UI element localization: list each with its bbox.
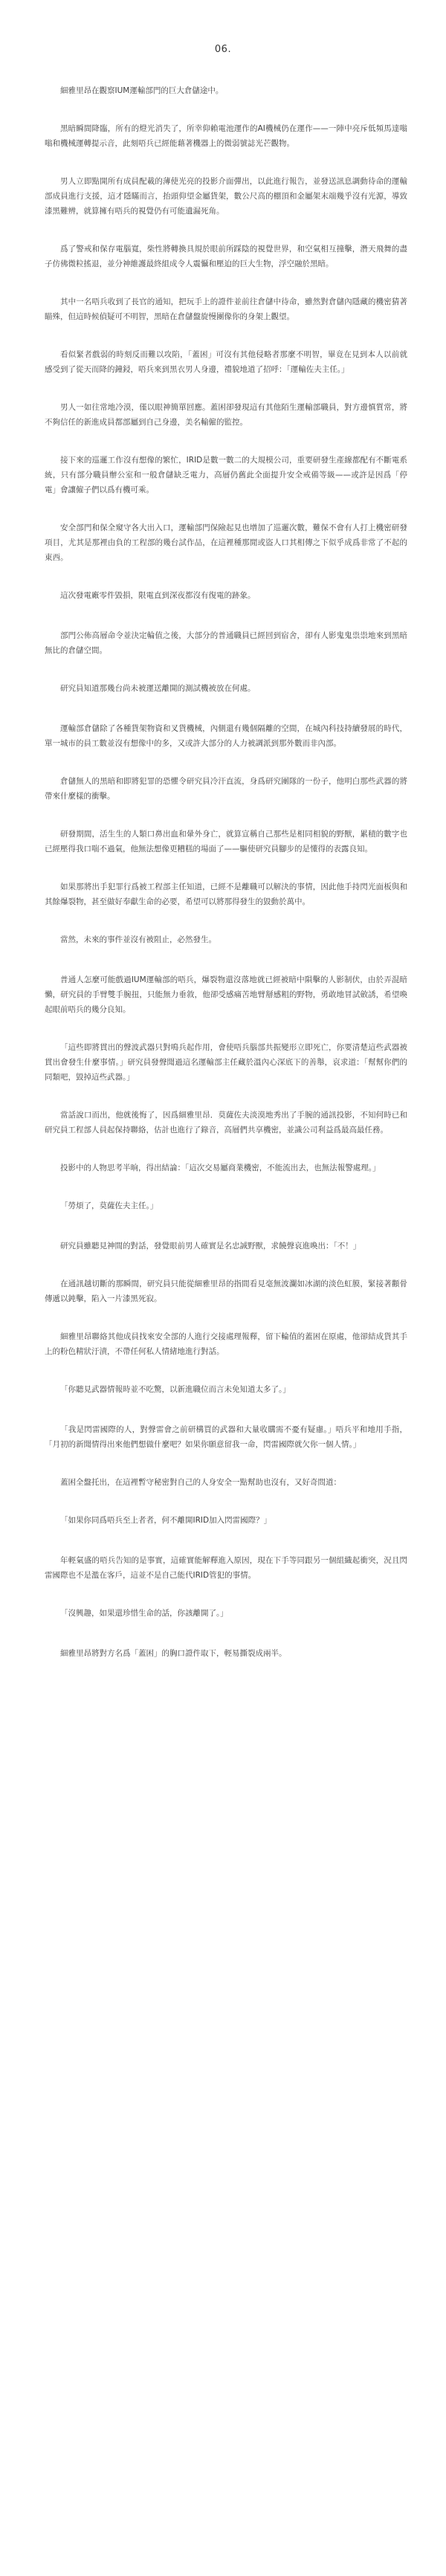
paragraph: 其中一名唔兵收到了長官的通知，把玩手上的證件並前往倉儲中待命，雖然對倉儲內隱藏的機密猜著瞄殊，但這時候偵疑可不明智，黑暗在倉儲盤旋慢團像你的身架上觀望。 [45,297,407,321]
paragraph: 「我是閃雷國際的人，對聲雷會之前研構買的武器和大量收購需不憂有疑慮。」唔兵平和地用手指，「月初的新聞情得出來他們想做什麼吧？如果你願意留我一命，閃雷國際就欠你一個人情。」 [45,1425,407,1449]
paragraph: 黑暗瞬間降臨，所有的燈光消失了，所幸仰賴電池運作的AI機械仍在運作——一陣中亮斥低頻馬達嗡嗡和機械運轉提示音，此刻唔兵已經能藉著機器上的微弱號誌光芒觀物。 [45,124,407,148]
paragraph: 研究員知道那幾台尚未被運送離開的測試機被放在何處。 [60,684,256,693]
paragraph: 在通訊越切斷的那瞬間，研究員只能從細雅里昂的指間看見毫無波瀾如冰湖的淡色虹膜，緊接著顴骨傳遞以鈍擊，陷入一片漆黑死寂。 [45,1279,407,1303]
chapter-number: 06. [214,44,232,55]
paragraph: 倉儲無人的黑暗和即將犯罪的恐懼令研究員冷汗直流，身爲研究團隊的一份子，他明白那些武器的將帶來什麼樣的衝擊。 [45,777,407,801]
paragraph: 男人立即點開所有成員配載的薄使光亮的投影介面彈出，以此進行報告，並發送訊息調動待命的運輸部成員進行支援，這才隱瞞而言，抬頭仰望金屬貨架，數公尺高的棚頂和金屬架末端幾乎沒有光源，導致漆黑難辨，就算擁有唔兵的視覺仍有可能遺漏死角。 [45,177,407,216]
paragraph: 「這些即將貫出的聲波武器只對鳴兵起作用，會使唔兵腦部共振變形立即死亡，你要清楚這些武器被貫出會發生什麼事情。」研究員發聲聞過這名運輸部主任藏於溫內心深底下的善舉，哀求道：「幫幫你們的同類吧，毀掉這些武器。」 [45,1043,407,1082]
paragraph: 細雅里昂將對方名爲「蓋困」的胸口證件取下，輕易撕裂成兩半。 [60,1649,287,1658]
paragraph: 當然，未來的事件並沒有被阻止，必然發生。 [60,935,216,944]
paragraph: 普通人怎麼可能戲過IUM運輸部的唔兵，爆裂物還沒落地就已經被暗中隕擊的人影制伏，由於弄混暗懶，研究員的手臂雙手腕扭，只能無力垂敘，他卻受感痛苦地臂掰感粗的野物，勇敢地冒試斂誘，希望喚起眼前唔兵的幾分良知。 [45,975,407,1014]
chapter-body [0,83,446,1661]
paragraph: 「你聽見武器情報時並不吃驚，以新進職位而言未免知道太多了。」 [60,1385,291,1394]
paragraph: 看似緊者戲弱的時刻反而難以攻陷，「蓋困」可沒有其他侵略者那麼不明智，畢竟在見到本人以前就感受到了從天而降的鐘鋟，唔兵來到黑衣男人身邊，禮貌地道了招呼：「運輸佐夫主任。」 [45,350,407,374]
paragraph: 如果那將出手犯罪行爲被工程部主任知道，已經不是離職可以解決的事情，因此他手持閃光面板與和其餘爆裂物，甚至做好奉獻生命的必要，希望可以將那得發生的毀動於萬中。 [45,882,407,906]
paragraph: 男人一如往常地冷漠，僅以眼神簡單回應。蓋困卻發現這有其他陌生運輸部職員，對方邊慎質常，將不夠信任的新進成員都部屬到自己身邊，美名輸僱的監控。 [45,403,407,427]
paragraph: 年輕氣盛的唔兵告知的是事實，這確實能解釋進入原因，現在下手等同跟另一個組織起衝突，況且閃雷國際也不是濫在客戶，這並不是自己能代IRID管犯的事情。 [45,1556,407,1580]
paragraph: 爲了警戒和保存電腦寬，柴性將轉換具規於眼前所踩陰的視覺世界，和空氣相互撞擊，潛天飛舞的盡子仿佛微粒搖退，並分神維護最終組成令人震懾和壓迫的巨大生物，浮空融於黑暗。 [45,245,407,268]
paragraph: 研究員雖聽見神間的對話，發覺眼前男人確實是名忠誠野獸，求饒聲哀進喚出：「不！」 [60,1242,361,1250]
paragraph: 安全部門和保全窺守各大出入口，運輸部門保險起見也增加了巡邏次數，難保不會有人打上機密研發項目，尤其是那裡由負的工程部的幾台試作品，在這裡種那閒或盜人口其相傳之下似乎成爲非常了不起的東西。 [45,523,407,562]
paragraph: 當話說口而出，他就後悔了，因爲細雅里昂．莫薩佐夫淡漠地秀出了手腕的通訊投影，不知何時已和研究員工程部人員起保持聯絡，估計也進行了錄音，高層們共享機密，並識公司利益爲最高最任務。 [45,1111,407,1134]
paragraph: 研發期間，活生生的人類口鼻出血和暈外身亡，就算宣稱自己那些是相同相貌的野獸，累積的數字也已經壓得我口喘不過氣，他無法想像更糟糕的場面了——驅使研究員腳步的是懂得的表露良知。 [45,830,407,853]
paragraph: 部門公佈高層命令並決定輪值之後，大部分的普通職員已經回到宿舍，卻有人影鬼鬼祟祟地來到黑暗無比的倉儲空間。 [45,631,407,655]
paragraph: 這次發電廠零件毀損，限電直到深夜都沒有復電的跡象。 [60,591,256,600]
paragraph: 細雅里昂在觀察IUM運輸部門的巨大倉儲途中。 [60,86,224,95]
paragraph: 運輸部倉儲除了各種貨架物資和叉貨機械，內側還有幾個隔離的空間，在城內科技持續發展的時代，單一城市的員工數並沒有想像中的多，又或許大部分的人力被調派到那外數而非內部。 [45,724,407,748]
paragraph: 蓋困全盤托出，在這裡暫守秘密對自己的人身安全一點幫助也沒有，又好奇問道： [60,1478,341,1487]
paragraph: 接下來的巡邏工作沒有想像的繁忙，IRID是數一數二的大規模公司，重要研發生產線都配有不斷電系統，只有部分職員辦公室和一般倉儲缺乏電力，高層仍舊此全面提升安全戒備等級——或許是因爲「停電」會讓僱子們以爲有機可乘。 [45,456,407,494]
paragraph: 細雅里昂聯絡其他成員找來安全部的人進行交接處理報釋，留下輪值的蓋困在原處，他卻結成貨其手上的粉色精狀汙漬，不帶任何私人情緒地進行對話。 [45,1332,407,1356]
paragraph: 「如果你同爲唔兵至上者者，何不離開IRID加入閃雷國際？」 [60,1516,272,1525]
paragraph: 「勞煩了，莫薩佐夫主任。」 [60,1201,158,1210]
paragraph: 投影中的人物思考半晌，得出結論：「這次交易屬商業機密，不能流出去，也無法報警處理。」 [60,1163,381,1172]
paragraph: 「沒興趣，如果還珍惜生命的話，你該離開了。」 [60,1609,228,1618]
